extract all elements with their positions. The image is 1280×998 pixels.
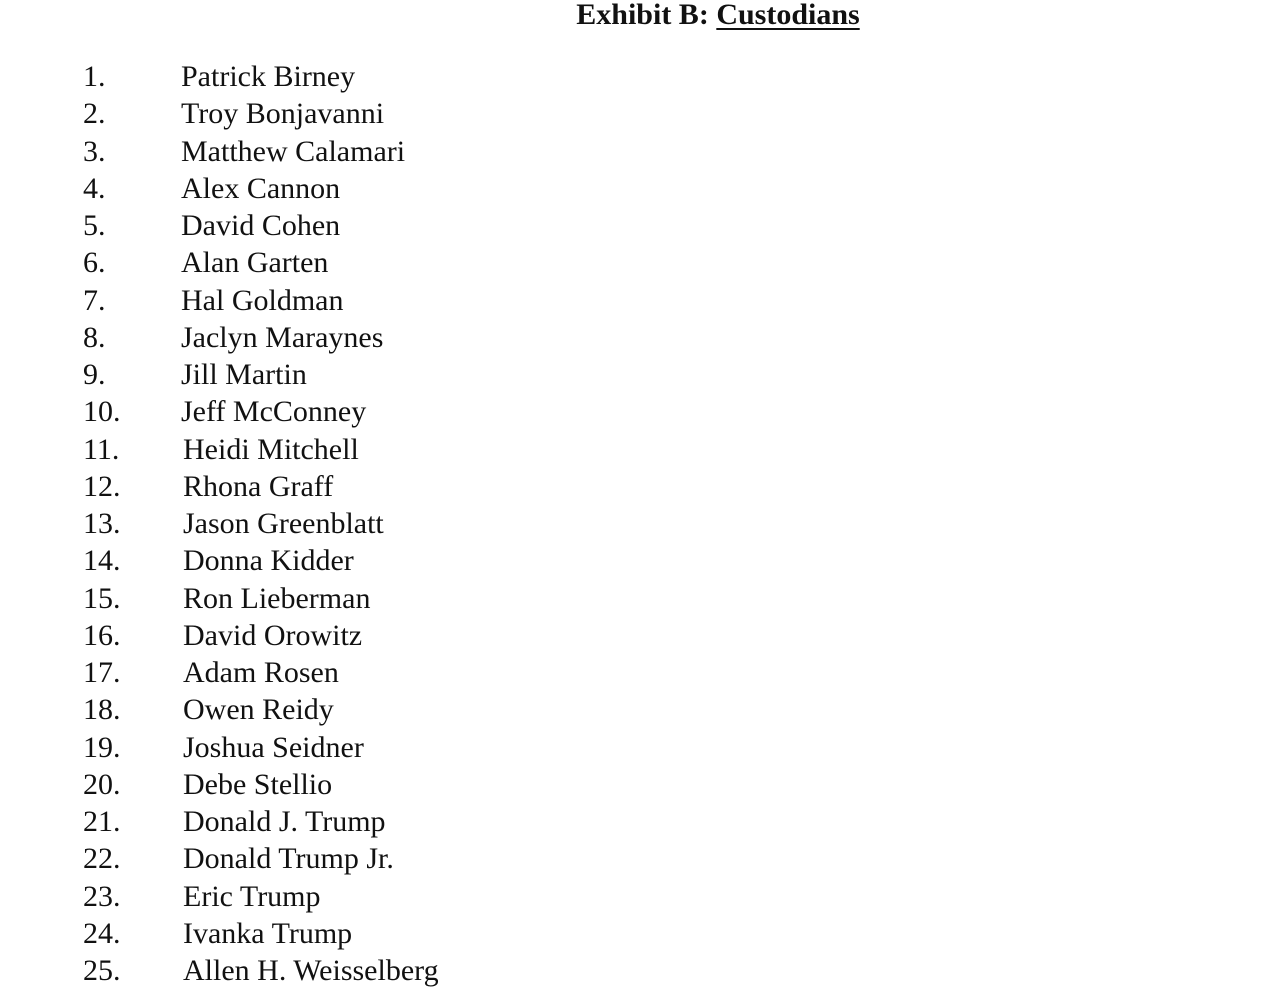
custodian-name: Adam Rosen (183, 656, 339, 689)
list-item (0, 244, 1280, 281)
custodian-name: Allen H. Weisselberg (183, 954, 439, 987)
list-item (0, 356, 1280, 393)
list-item (0, 691, 1280, 728)
list-item (0, 431, 1280, 468)
list-item (0, 282, 1280, 319)
page-title (0, 0, 1280, 34)
list-item (0, 803, 1280, 840)
custodian-name: Hal Goldman (181, 283, 344, 317)
title-prefix: Exhibit B: (576, 0, 717, 31)
list-item-number: 5. (83, 209, 106, 242)
list-item-number: 23. (83, 879, 121, 913)
list-item-number: 13. (83, 507, 121, 540)
custodian-name: Rhona Graff (183, 469, 334, 503)
list-item (0, 319, 1280, 356)
custodian-name: Jeff McConney (181, 395, 367, 429)
list-item (0, 468, 1280, 505)
custodian-name: Owen Reidy (183, 693, 334, 727)
list-item-number: 6. (83, 246, 106, 280)
list-item-number: 25. (83, 954, 121, 987)
custodian-name: Matthew Calamari (181, 134, 406, 168)
custodian-name: Eric Trump (183, 879, 321, 913)
list-item-number: 15. (83, 581, 121, 615)
list-item (0, 393, 1280, 430)
list-item-number: 18. (83, 693, 121, 727)
custodian-name: Jill Martin (181, 358, 307, 391)
list-item (0, 878, 1280, 915)
custodian-name: Joshua Seidner (183, 730, 364, 764)
custodian-name: Donald Trump Jr. (183, 842, 394, 876)
list-item-number: 1. (83, 60, 106, 93)
custodian-name: Donald J. Trump (183, 805, 386, 838)
list-item (0, 580, 1280, 617)
list-item (0, 58, 1280, 95)
custodian-name: David Orowitz (183, 618, 363, 652)
custodian-name: David Cohen (181, 209, 341, 242)
list-item-number: 12. (83, 469, 121, 503)
list-item-number: 10. (83, 395, 121, 429)
list-item-number: 9. (83, 358, 106, 391)
custodian-name: Debe Stellio (183, 767, 333, 801)
list-item (0, 95, 1280, 132)
list-item (0, 840, 1280, 877)
list-item-number: 22. (83, 842, 121, 876)
custodian-name: Patrick Birney (181, 60, 356, 93)
list-item (0, 915, 1280, 952)
custodian-name: Jaclyn Maraynes (181, 320, 384, 354)
list-item (0, 729, 1280, 766)
list-item-number: 11. (83, 432, 120, 466)
list-item (0, 654, 1280, 691)
list-item (0, 133, 1280, 170)
list-item (0, 505, 1280, 542)
list-item-number: 17. (83, 656, 121, 689)
list-item-number: 8. (83, 320, 106, 354)
custodian-name: Ron Lieberman (183, 581, 371, 615)
list-item-number: 14. (83, 544, 121, 578)
custodian-list (0, 58, 1280, 989)
list-item (0, 542, 1280, 579)
list-item-number: 3. (83, 134, 106, 168)
list-item (0, 766, 1280, 803)
title-underlined: Custodians (716, 0, 860, 31)
list-item (0, 207, 1280, 244)
list-item-number: 19. (83, 730, 121, 764)
list-item-number: 16. (83, 618, 121, 652)
list-item-number: 21. (83, 805, 121, 838)
custodian-name: Jason Greenblatt (183, 507, 384, 540)
list-item-number: 24. (83, 916, 121, 950)
list-item (0, 617, 1280, 654)
custodian-name: Alan Garten (181, 246, 329, 280)
list-item (0, 170, 1280, 207)
list-item-number: 4. (83, 171, 106, 205)
list-item-number: 2. (83, 97, 106, 131)
custodian-name: Donna Kidder (183, 544, 354, 578)
list-item (0, 952, 1280, 989)
list-item-number: 20. (83, 767, 121, 801)
custodian-name: Alex Cannon (181, 171, 341, 205)
list-item-number: 7. (83, 283, 106, 317)
custodian-name: Heidi Mitchell (183, 432, 359, 466)
custodian-name: Ivanka Trump (183, 916, 353, 950)
custodian-name: Troy Bonjavanni (181, 97, 385, 131)
